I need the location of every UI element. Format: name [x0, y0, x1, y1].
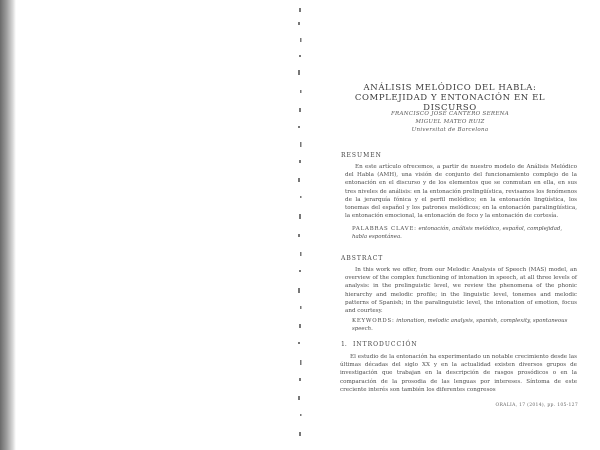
- abstract-heading: ABSTRACT: [341, 255, 384, 262]
- intro-section-number: 1.: [341, 341, 347, 348]
- resumen-keywords-values: entonación, análisis melódico, español, complejidad, habla espontánea.: [352, 226, 563, 240]
- page-footer: ORALIA, 17 (2014), pp. 105-127: [495, 403, 578, 408]
- abstract-keywords: [352, 317, 577, 333]
- gutter-noise: [293, 0, 307, 450]
- title-line-1: ANÁLISIS MELÓDICO DEL HABLA:: [363, 83, 537, 93]
- page-edge-shadow: [0, 0, 16, 450]
- resumen-heading: RESUMEN: [341, 152, 382, 159]
- abstract-keywords-values: intonation, melodic analysis, spanish, complexity, spontaneous speech.: [352, 318, 568, 332]
- intro-heading: INTRODUCCIÓN: [353, 341, 418, 348]
- article-title: [330, 83, 570, 113]
- title-line-2: COMPLEJIDAD Y ENTONACIÓN EN EL DISCURSO: [354, 93, 546, 113]
- abstract-keywords-label: KEYWORDS:: [352, 318, 395, 324]
- resumen-keywords-label: PALABRAS CLAVE:: [352, 226, 417, 232]
- author-1: FRANCISCO JOSÉ CANTERO SERENA: [390, 111, 510, 117]
- resumen-keywords: [352, 225, 577, 241]
- intro-text: El estudio de la entonación ha experimentado un notable crecimiento desde las últimas décadas del siglo XX y en la actualidad existen diversos grupos de investigación que trabajan en la descripción de rasgos prosódicos o en la comparación de la prosodia de las lenguas por intereses. Síntoma de este creciente interés son también los diferentes congresos: [340, 354, 577, 393]
- affiliation: Universitat de Barcelona: [411, 127, 489, 133]
- resumen-text: En este artículo ofrecemos, a partir de nuestro modelo de Análisis Melódico del Habla (AMH), una visión de conjunto del funcionamiento complejo de la entonación en el discurso y de los elementos que se conmutan en ella, en sus tres niveles de análisis: en la entonación prelingüística, revisamos los fenómenos de la jerarquía fónica y el perfil melódico; en la entonación lingüística, los tonemas del español y los patrones melódicos; en la entonación paralingüística, la entonación emocional, la entonación de foco y la entonación de cortesía.: [345, 164, 577, 220]
- abstract-text: In this work we offer, from our Melodic Analysis of Speech (MAS) model, an overview of the complex functioning of intonation in speech, at all three levels of analysis: in the prelinguistic level, we review the phenomena of the phonic hierarchy and melodic profile; in the linguistic level, tonemes and melodic patterns of Spanish; in the paralinguistic level, the intonation of emotion, focus and courtesy.: [345, 267, 577, 315]
- author-2: MIGUEL MATEO RUIZ: [415, 119, 485, 125]
- author-block: [330, 110, 570, 134]
